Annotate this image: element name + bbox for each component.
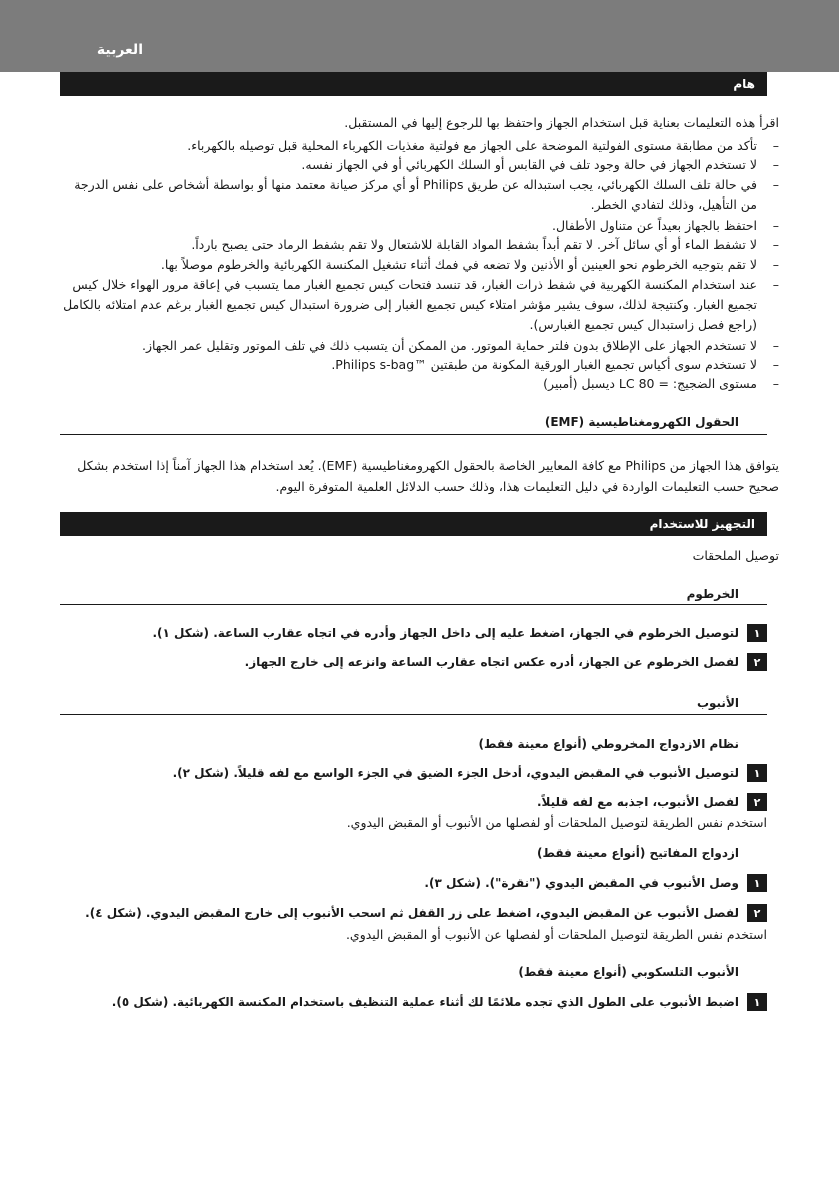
bullet-item: – لا تستخدم الجهاز على الإطلاق بدون فلتر حماية الموتور. من الممكن أن يتسبب ذلك في تلف الموتور وتقليل عمر الجهاز. (142, 338, 779, 353)
bullet-item: – لا تقم بتوجيه الخرطوم نحو العينين أو الأذنين ولا تضعه في فمك أثناء تشغيل المكنسة الكهربائية والخرطوم موصلاً بها. (160, 257, 779, 272)
step-text: لتوصيل الأنبوب في المقبض اليدوي، أدخل الجزء الضيق في الجزء الواسع مع لفه قليلاً. (شكل ٢). (172, 766, 739, 780)
step-number: ٢ (747, 653, 767, 671)
bullet-item: – احتفظ بالجهاز بعيداً عن متناول الأطفال. (552, 218, 779, 233)
telescopic-title: الأنبوب التلسكوبي (أنواع معينة فقط) (518, 965, 739, 979)
bullet-item: – مستوى الضجيج: = LC 80 ديسبل (أمبير) (543, 376, 779, 391)
bullet-item: – تأكد من مطابقة مستوى الفولتية الموضحة على الجهاز مع فولتية مغذيات الكهرباء المحلية قبل توصيله بالكهرباء. (187, 138, 779, 153)
telescopic-step-1 (112, 993, 767, 1011)
step-text: وصل الأنبوب في المقبض اليدوي ("نقرة"). (شكل ٣). (424, 876, 739, 890)
bullet-item: – لا تشفط الماء أو أي سائل آخر. لا تقم أبداً بشفط المواد القابلة للاشتعال ولا تقم بشفط الرماد حتى يصبح بارداً. (191, 237, 779, 252)
conical-step-2 (537, 793, 767, 811)
step-text: لتوصيل الخرطوم في الجهاز، اضغط عليه إلى داخل الجهاز وأدره في اتجاه عقارب الساعة. (شكل ١). (152, 626, 739, 640)
hose-step-2 (245, 653, 767, 671)
step-text: لفصل الخرطوم عن الجهاز، أدره عكس اتجاه عقارب الساعة وانزعه إلى خارج الجهاز. (244, 655, 739, 669)
step-text: لفصل الأنبوب عن المقبض اليدوي، اضغط على زر القفل ثم اسحب الأنبوب إلى خارج المقبض اليدوي. (شكل ٤). (85, 906, 739, 920)
divider (60, 714, 767, 715)
step-number: ٢ (747, 793, 767, 811)
step-number: ١ (747, 764, 767, 782)
emf-heading: الحقول الكهرومغناطيسية (EMF) (544, 415, 739, 429)
hose-heading: الخرطوم (686, 587, 739, 601)
bullet-item: – لا تستخدم الجهاز في حالة وجود تلف في القابس أو السلك الكهربائي أو في الجهاز نفسه. (301, 157, 779, 172)
click-step-2 (85, 904, 767, 922)
conical-title: نظام الازدواج المخروطي (أنواع معينة فقط) (478, 737, 739, 751)
language-label: العربية (96, 42, 143, 58)
step-number: ١ (747, 624, 767, 642)
step-text: اضبط الأنبوب على الطول الذي تجده ملائمًا لك أثناء عملية التنظيف باستخدام المكنسة الكهربائية. (شكل ٥). (111, 995, 739, 1009)
conical-step-1 (173, 764, 767, 782)
bullet-item: – لا تستخدم سوى أكياس تجميع الغبار الورقية المكونة من طبقتين ™Philips s-bag. (331, 357, 779, 372)
step-number: ١ (747, 993, 767, 1011)
language-header-bar (0, 0, 839, 72)
emf-text-line1: يتوافق هذا الجهاز من Philips مع كافة المعايير الخاصة بالحقول الكهرومغناطيسية (EMF). يُعد استخدام هذا الجهاز آمناً إذا استخدم بشكل (77, 458, 779, 473)
section-title-preparing: التجهيز للاستخدام (649, 517, 755, 531)
section-title-important: هام (733, 77, 755, 91)
section-bar-important (60, 72, 767, 96)
step-number: ٢ (747, 904, 767, 922)
click-title: ازدواج المفاتيح (أنواع معينة فقط) (536, 846, 739, 860)
bullet-item: – في حالة تلف السلك الكهربائي، يجب استبداله عن طريق Philips أو أي مركز صيانة معتمد منها أو بواسطة أشخاص على نفس الدرجة من التأهيل، وذلك لتفادي الخطر. (74, 177, 779, 212)
click-step-1 (424, 874, 767, 892)
click-note: استخدم نفس الطريقة لتوصيل الملحقات أو لفصلها عن الأنبوب أو المقبض اليدوي. (345, 927, 767, 942)
intro-text: اقرأ هذه التعليمات بعناية قبل استخدام الجهاز واحتفظ بها للرجوع إليها في المستقبل. (344, 115, 779, 130)
conical-note: استخدم نفس الطريقة لتوصيل الملحقات أو لفصلها من الأنبوب أو المقبض اليدوي. (346, 815, 767, 830)
step-number: ١ (747, 874, 767, 892)
section-bar-preparing (60, 512, 767, 536)
step-text: لفصل الأنبوب، اجذبه مع لفه قليلاً. (536, 795, 739, 809)
emf-text-line2: صحيح حسب التعليمات الواردة في دليل التعليمات هذا، وذلك حسب الدلائل العلمية المتوفرة اليوم. (275, 479, 779, 494)
bullet-item: – عند استخدام المكنسة الكهربية في شفط ذرات الغبار، قد تنسد فتحات كيس تجميع الغبار مما يتسبب في إعاقة مرور الهواء خلال كيس تجميع الغبار. وكنتيجة لذلك، سوف يشير مؤشر امتلاء كيس تجميع الغبار إلى ضرورة استبدال كيس تجميع الغبار برغم عدم امتلائه بالكامل (راجع فصل زاستبدال كيس تجميع الغبارس). (63, 277, 779, 332)
divider (60, 434, 767, 435)
connecting-title: توصيل الملحقات (692, 548, 779, 563)
divider (60, 604, 767, 605)
tube-heading: الأنبوب (696, 696, 739, 710)
hose-step-1 (152, 624, 767, 642)
